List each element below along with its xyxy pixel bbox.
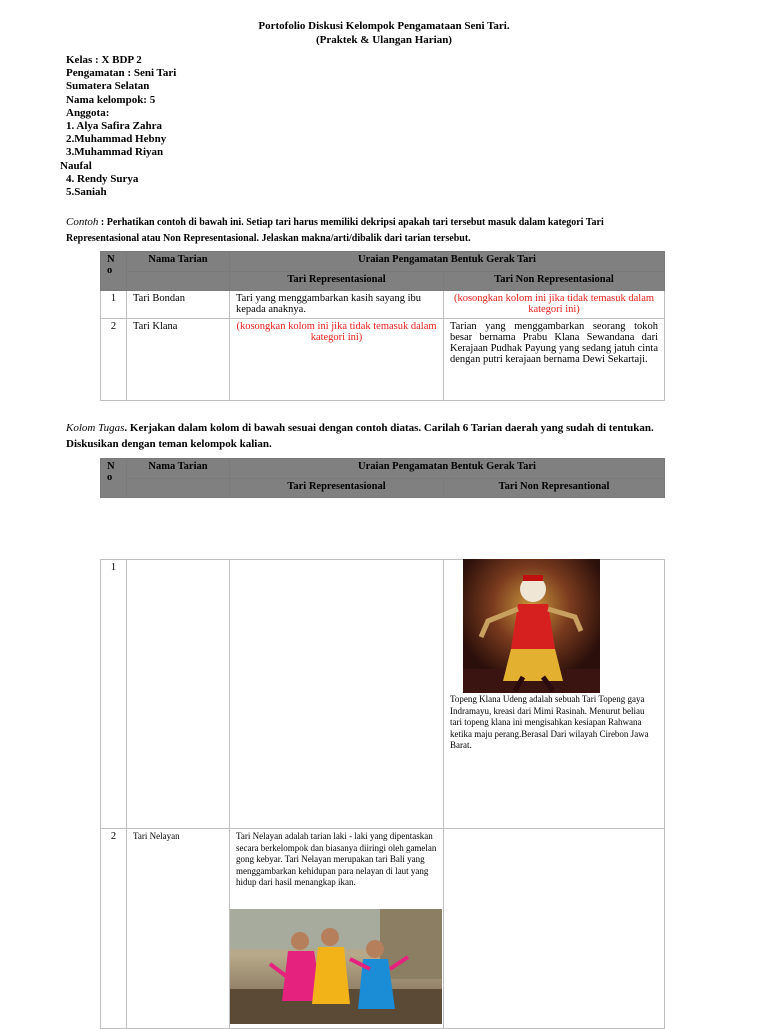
- header-name: Nama Tarian: [127, 459, 230, 479]
- task-text: . Kerjakan dalam kolom di bawah sesuai dengan contoh diatas. Carilah 6 Tarian daerah yang sudah di tentukan. Diskusikan dengan teman kelompok kalian.: [66, 422, 654, 450]
- example-instruction: [66, 214, 666, 247]
- member-item: 5.Saniah: [66, 186, 107, 199]
- group-info: [60, 54, 177, 199]
- header-non-representational: Tari Non Representasional: [444, 271, 665, 291]
- member-item: 3.Muhammad Riyan: [66, 146, 164, 159]
- task-label: Kolom Tugas: [66, 422, 125, 434]
- group-name-label: Nama kelompok: 5: [66, 93, 156, 106]
- header-non-representational: Tari Non Represantional: [444, 478, 665, 498]
- representational-cell: (kosongkan kolom ini jika tidak temasuk dalam kategori ini): [230, 319, 444, 401]
- row-number: 2: [101, 319, 127, 401]
- representational-cell: [230, 560, 444, 829]
- task-instruction: [66, 420, 666, 452]
- non-representational-cell: Topeng Klana Udeng adalah sebuah Tari Topeng gaya Indramayu, kreasi dari Mimi Rasinah. Menurut beliau tari topeng klana ini mengisahkan kesiapan Rahwana ketika maju perang.Berasal Dari wilayah Cirebon Jawa Barat.: [444, 560, 665, 829]
- document-title: Portofolio Diskusi Kelompok Pengamataan Seni Tari.: [258, 20, 510, 32]
- example-text: : Perhatikan contoh di bawah ini. Setiap tari harus memiliki dekripsi apakah tari tersebut masuk dalam kategori Tari Representasional atau Non Representasional. Jelaskan makna/arti/dibalik dari tarian tersebut.: [66, 217, 604, 244]
- header-representational: Tari Representasional: [230, 271, 444, 291]
- representational-cell: Tari Nelayan adalah tarian laki - laki yang dipentaskan secara berkelompok dan biasanya diiringi oleh gamelan gong kebyar. Tari Nelayan merupakan tari Bali yang menggambarkan kehidupan para nelayan di laut yang hidup dari hasil menangkap ikan.: [230, 829, 444, 1029]
- non-representational-cell: [444, 829, 665, 1029]
- observation-label: Pengamatan : Seni Tari: [66, 67, 177, 80]
- dancers-figure: [230, 909, 442, 1024]
- dance-name: Tari Bondan: [127, 291, 230, 319]
- header-representational: Tari Representasional: [230, 478, 444, 498]
- member-item: 2.Muhammad Hebny: [66, 133, 167, 146]
- task-header-table: [100, 458, 665, 498]
- member-item: 4. Rendy Surya: [66, 172, 139, 185]
- example-table: [100, 251, 665, 401]
- member-item: 1. Alya Safira Zahra: [66, 120, 162, 133]
- header-no: N o: [101, 252, 127, 291]
- members-label: Anggota:: [66, 106, 110, 119]
- header-uraian: Uraian Pengamatan Bentuk Gerak Tari: [230, 252, 665, 272]
- row-number: 1: [101, 291, 127, 319]
- table-row: [101, 291, 665, 319]
- dancer-figure: [463, 559, 600, 693]
- dance-name: Tari Klana: [127, 319, 230, 401]
- header-name: Nama Tarian: [127, 252, 230, 272]
- document-subtitle: (Praktek & Ulangan Harian): [316, 34, 452, 46]
- example-label: Contoh: [66, 216, 99, 228]
- header-no: N o: [101, 459, 127, 498]
- region-label: Sumatera Selatan: [66, 80, 150, 93]
- row-number: 2: [101, 829, 127, 1029]
- class-label: Kelas : X BDP 2: [66, 54, 142, 66]
- row-number: 1: [101, 560, 127, 829]
- header-uraian: Uraian Pengamatan Bentuk Gerak Tari: [230, 459, 665, 479]
- table-row: [101, 319, 665, 401]
- dance-name: Tari Nelayan: [127, 829, 230, 1029]
- non-representational-cell: Tarian yang menggambarkan seorang tokoh besar bernama Prabu Klana Sewandana dari Kerajaan Pudhak Payung yang sedang jatuh cinta dengan putri kerajaan bernama Dewi Sekartaji.: [444, 319, 665, 401]
- topeng-klana-photo: [463, 559, 600, 693]
- tari-nelayan-photo: [230, 909, 442, 1024]
- dance-name: [127, 560, 230, 829]
- non-representational-cell: (kosongkan kolom ini jika tidak temasuk dalam kategori ini): [444, 291, 665, 319]
- representational-cell: Tari yang menggambarkan kasih sayang ibu kepada anaknya.: [230, 291, 444, 319]
- member-item: Naufal: [60, 159, 92, 172]
